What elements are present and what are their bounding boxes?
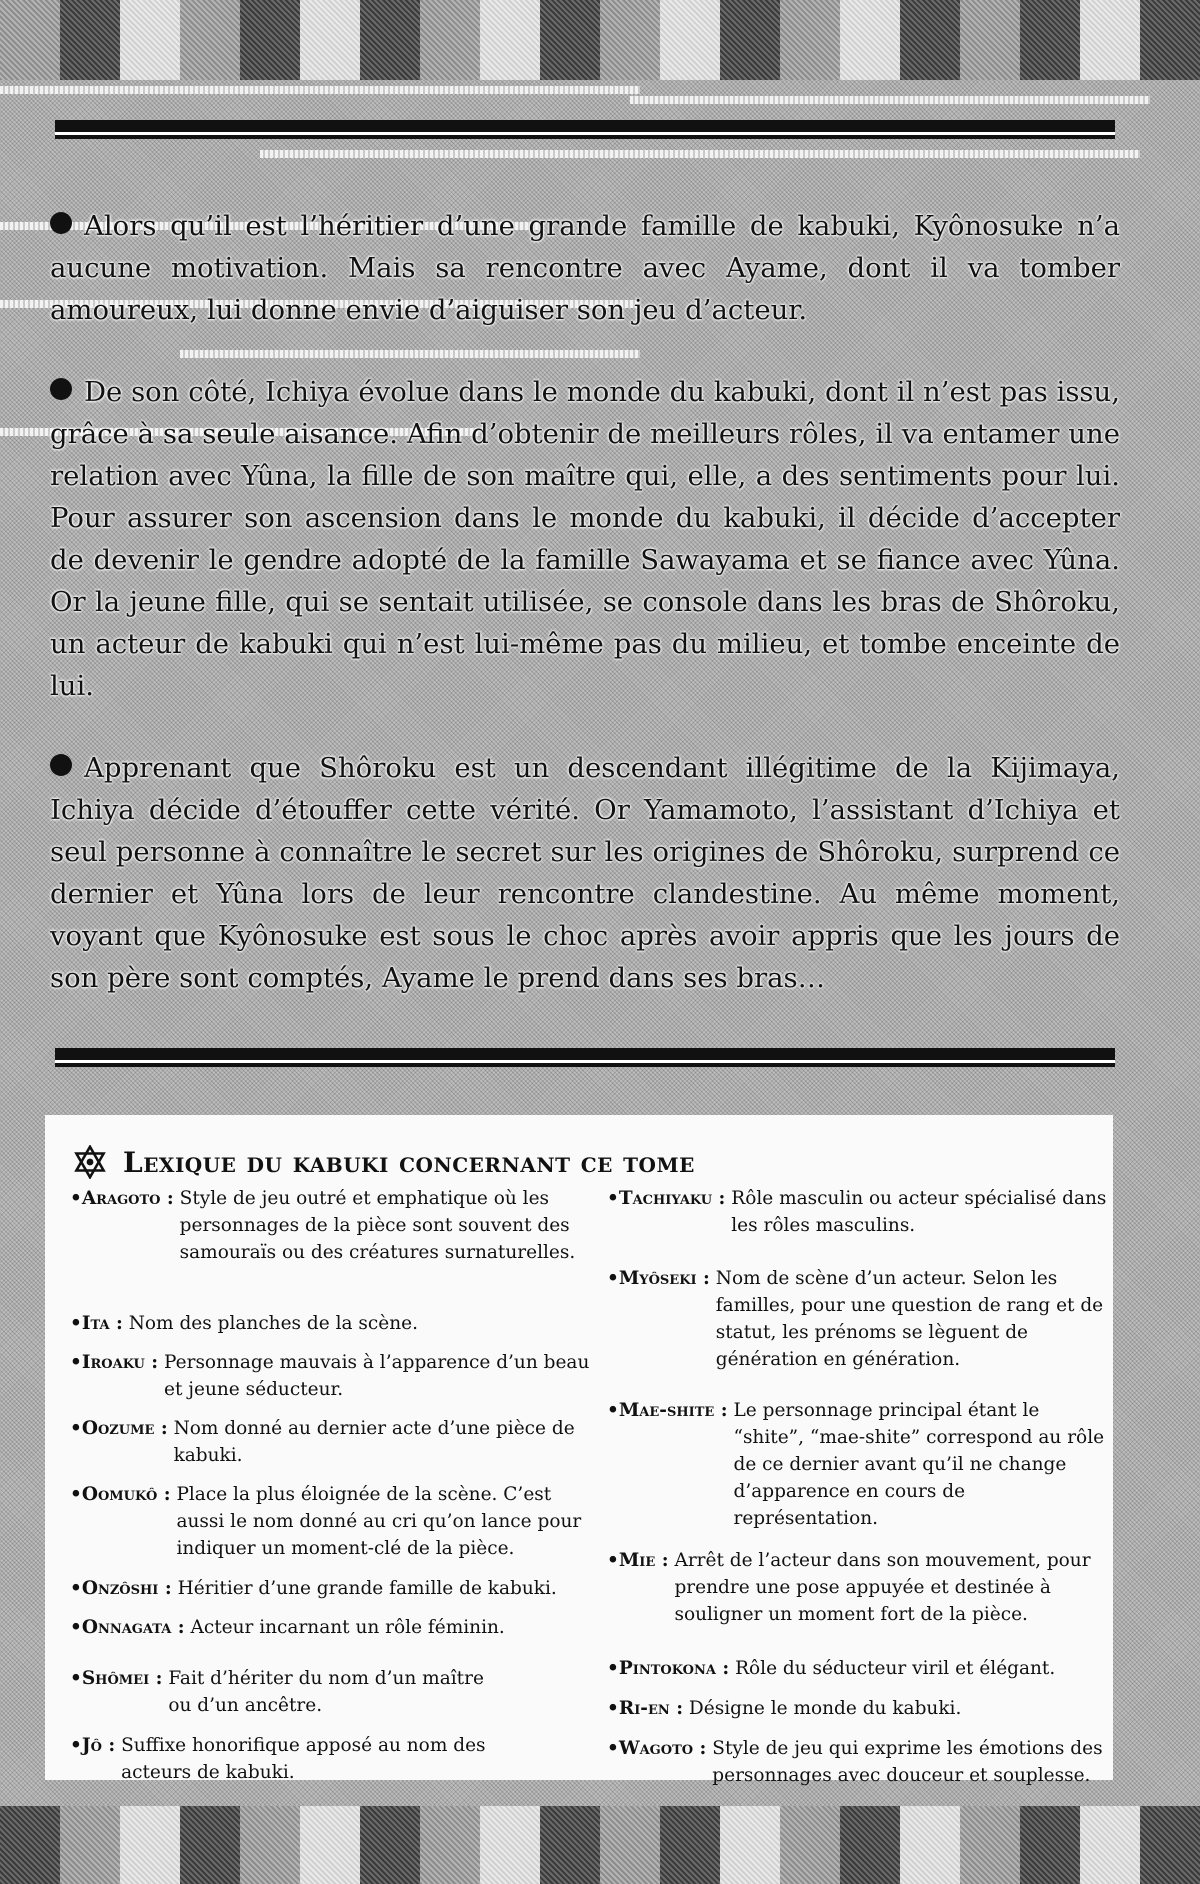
lexique-entry [70, 1415, 590, 1469]
lexique-entry [70, 1349, 590, 1403]
lexique-entry [70, 1481, 590, 1562]
lexique-term: •Mie : [607, 1550, 669, 1571]
lexique-term: •Jô : [70, 1735, 116, 1756]
lexique-entry [607, 1265, 1107, 1373]
star-of-david-icon [73, 1145, 107, 1179]
lexique-term: •Tachiyaku : [607, 1188, 726, 1209]
lexique-term: •Mae-shite : [607, 1400, 728, 1421]
lexique-entry [70, 1614, 590, 1641]
bottom-pattern-band [0, 1806, 1200, 1884]
lexique-definition: Place la plus éloignée de la scène. C’est aussi le nom donné au cri qu’on lance pour indiquer un moment-clé de la pièce. [176, 1484, 582, 1559]
lexique-term: •Pintokona : [607, 1658, 730, 1679]
synopsis-paragraph: Alors qu’il est l’héritier d’une grande famille de kabuki, Kyônosuke n’a aucune motivation. Mais sa rencontre avec Ayame, dont il va tomber amoureux, lui donne envie d’aiguiser son jeu d’acteur. [50, 210, 1120, 326]
lexique-entry [70, 1665, 500, 1719]
lexique-definition: Nom de scène d’un acteur. Selon les familles, pour une question de rang et de statut, les prénoms se lèguent de génération en génération. [715, 1268, 1104, 1370]
synopsis-text [50, 205, 1120, 1039]
lexique-box [45, 1115, 1113, 1786]
lexique-term: •Onzôshi : [70, 1578, 172, 1599]
bullet-icon [50, 378, 72, 400]
bullet-icon [50, 754, 72, 776]
lexique-term: •Oomukô : [70, 1484, 171, 1505]
lexique-term: •Ri-en : [607, 1698, 684, 1719]
lexique-term: •Wagoto : [607, 1738, 707, 1759]
lexique-definition: Désigne le monde du kabuki. [688, 1698, 962, 1719]
lexique-definition: Nom donné au dernier acte d’une pièce de kabuki. [173, 1418, 575, 1466]
lexique-definition: Style de jeu outré et emphatique où les personnages de la pièce sont souvent des samouraïs ou des créatures surnaturelles. [179, 1188, 576, 1263]
lexique-term: •Ita : [70, 1313, 123, 1334]
lexique-definition: Héritier d’une grande famille de kabuki. [177, 1578, 557, 1599]
lexique-term: •Onnagata : [70, 1617, 185, 1638]
lexique-term: •Myôseki : [607, 1268, 710, 1289]
lexique-entry [70, 1732, 500, 1786]
lexique-title [73, 1137, 695, 1187]
lexique-definition: Fait d’hériter du nom d’un maître ou d’un ancêtre. [168, 1668, 484, 1716]
lexique-definition: Rôle masculin ou acteur spécialisé dans les rôles masculins. [731, 1188, 1107, 1236]
bullet-icon [50, 212, 72, 234]
lexique-entry [607, 1735, 1107, 1789]
lexique-definition: Nom des planches de la scène. [128, 1313, 418, 1334]
lexique-term: •Iroaku : [70, 1352, 159, 1373]
lexique-entry [70, 1310, 418, 1337]
lexique-entry [607, 1695, 1107, 1722]
lexique-entry [607, 1655, 1107, 1682]
lexique-definition: Suffixe honorifique apposé au nom des acteurs de kabuki. [121, 1735, 486, 1783]
synopsis-paragraph: Apprenant que Shôroku est un descendant illégitime de la Kijimaya, Ichiya décide d’étouffer cette vérité. Or Yamamoto, l’assistant d’Ichiya et seul personne à connaître le secret sur les origines de Shôroku, surprend ce dernier et Yûna lors de leur rencontre clandestine. Au même moment, voyant que Kyônosuke est sous le choc après avoir appris que les jours de son père sont comptés, Ayame le prend dans ses bras… [50, 752, 1120, 994]
lexique-entry [70, 1575, 590, 1602]
decorative-streak [630, 96, 1150, 104]
lexique-definition: Acteur incarnant un rôle féminin. [190, 1617, 505, 1638]
lexique-entry [607, 1547, 1107, 1628]
middle-divider-rule [55, 1048, 1115, 1063]
lexique-entry [70, 1185, 580, 1266]
lexique-entry [607, 1397, 1107, 1532]
decorative-streak [0, 86, 640, 94]
lexique-definition: Rôle du séducteur viril et élégant. [735, 1658, 1056, 1679]
lexique-term: •Shômei : [70, 1668, 163, 1689]
lexique-title-text: Lexique du kabuki concernant ce tome [123, 1145, 695, 1179]
lexique-definition: Style de jeu qui exprime les émotions des personnages avec douceur et souplesse. [712, 1738, 1103, 1786]
lexique-definition: Le personnage principal étant le “shite”, “mae-shite” correspond au rôle de ce dernier avant qu’il ne change d’apparence en cours de représentation. [733, 1400, 1105, 1529]
lexique-term: •Aragoto : [70, 1188, 174, 1209]
lexique-definition: Personnage mauvais à l’apparence d’un beau et jeune séducteur. [164, 1352, 590, 1400]
synopsis-paragraph: De son côté, Ichiya évolue dans le monde du kabuki, dont il n’est pas issu, grâce à sa seule aisance. Afin d’obtenir de meilleurs rôles, il va entamer une relation avec Yûna, la fille de son maître qui, elle, a des sentiments pour lui. Pour assurer son ascension dans le monde du kabuki, il décide d’accepter de devenir le gendre adopté de la famille Sawayama et se fiance avec Yûna. Or la jeune fille, qui se sentait utilisée, se console dans les bras de Shôroku, un acteur de kabuki qui n’est lui-même pas du milieu, et tombe enceinte de lui. [50, 376, 1120, 702]
top-pattern-band [0, 0, 1200, 80]
lexique-term: •Oozume : [70, 1418, 168, 1439]
lexique-entry [607, 1185, 1107, 1239]
decorative-streak [260, 150, 1140, 158]
lexique-definition: Arrêt de l’acteur dans son mouvement, pour prendre une pose appuyée et destinée à souligner un moment fort de la pièce. [674, 1550, 1091, 1625]
top-divider-rule [55, 120, 1115, 135]
